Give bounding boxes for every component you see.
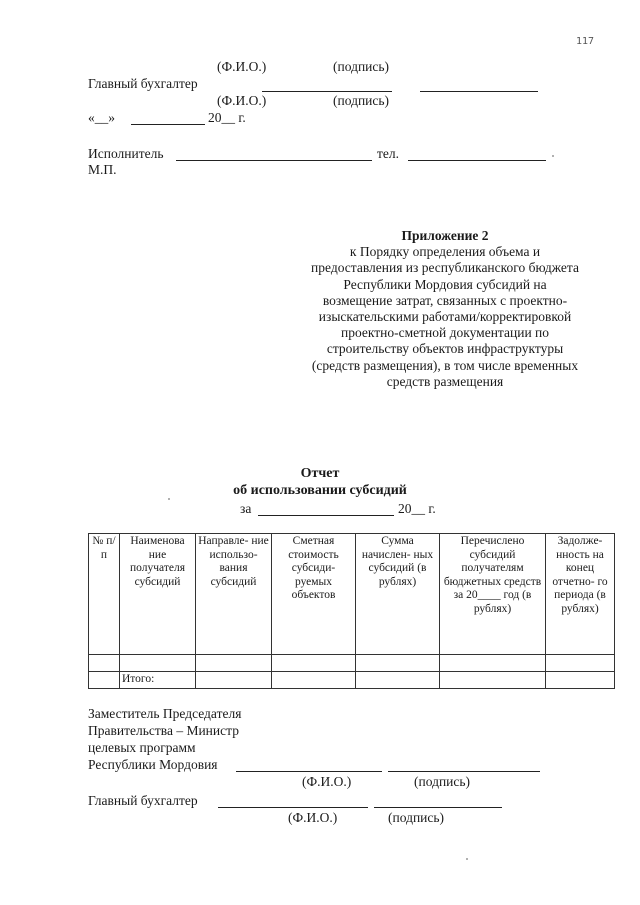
date-month-line [131, 124, 205, 125]
appendix-line: строительству объектов инфраструктуры [326, 341, 564, 357]
table-cell [356, 672, 440, 689]
phone-label: тел. [377, 146, 400, 161]
appendix-line: Республики Мордовия субсидий на [343, 276, 547, 292]
position-line: целевых программ [88, 740, 196, 755]
signature-line [388, 771, 540, 772]
date-year: 20__ г. [208, 110, 246, 125]
position-line: Заместитель Председателя [88, 706, 242, 721]
fio-caption: (Ф.И.О.) [302, 774, 352, 789]
table-cell [546, 672, 615, 689]
fio-caption: (Ф.И.О.) [217, 59, 267, 74]
table-cell [272, 672, 356, 689]
appendix-line: проектно-сметной документации по [340, 325, 550, 341]
table-cell [440, 672, 546, 689]
chief-accountant-label: Главный бухгалтер [88, 793, 198, 808]
period-prefix: за [240, 501, 252, 516]
page-number: 117 [576, 36, 595, 47]
position-line: Республики Мордовия [88, 757, 218, 772]
executor-label: Исполнитель [88, 146, 164, 161]
table-total-row [89, 672, 615, 689]
table-cell [356, 655, 440, 672]
period-year: 20__ г. [398, 501, 436, 516]
fio-line [218, 807, 368, 808]
scan-speck [466, 858, 468, 860]
table-cell [546, 655, 615, 672]
fio-caption: (Ф.И.О.) [288, 810, 338, 825]
table-cell [440, 655, 546, 672]
report-title: Отчет [300, 466, 340, 481]
executor-line [176, 160, 372, 161]
subsidy-report-table [88, 533, 615, 689]
appendix-block [270, 228, 620, 390]
appendix-line: (средств размещения), в том числе временных [311, 357, 579, 373]
fio-line [262, 91, 392, 92]
date-day: «__» [88, 110, 115, 125]
appendix-line: изыскательскими работами/корректировкой [318, 309, 572, 325]
total-label: Итого: [120, 672, 196, 689]
report-subtitle: об использовании субсидий [233, 483, 407, 498]
table-row [89, 655, 615, 672]
scan-speck [552, 155, 554, 157]
signature-caption: (подпись) [333, 59, 390, 74]
stamp-label: М.П. [88, 162, 117, 177]
fio-caption: (Ф.И.О.) [217, 93, 267, 108]
header-cell-estimated-cost: Сметная стоимость субсиди- руемых объектов [272, 534, 356, 655]
period-line [258, 515, 394, 516]
position-line: Правительства – Министр [88, 723, 239, 738]
table-cell [120, 655, 196, 672]
table-cell [89, 672, 120, 689]
appendix-line: предоставления из республиканского бюджета [311, 260, 579, 276]
header-cell-direction: Направле- ние использо- вания субсидий [196, 534, 272, 655]
signature-caption: (подпись) [388, 810, 445, 825]
signature-caption: (подпись) [333, 93, 390, 108]
table-header-row [89, 534, 615, 655]
table-cell [272, 655, 356, 672]
table-cell [196, 655, 272, 672]
scan-speck [168, 498, 170, 500]
phone-line [408, 160, 546, 161]
appendix-title: Приложение 2 [401, 228, 489, 243]
appendix-line: возмещение затрат, связанных с проектно- [322, 292, 568, 308]
signature-line [420, 91, 538, 92]
appendix-line: к Порядку определения объема и [349, 244, 541, 260]
header-cell-transferred: Перечислено субсидий получателям бюджетных средств за 20____ год (в рублях) [440, 534, 546, 655]
table-cell [89, 655, 120, 672]
header-cell-debt: Задолже- нность на конец отчетно- го периода (в рублях) [546, 534, 615, 655]
table-cell [196, 672, 272, 689]
header-cell-number: № п/п [89, 534, 120, 655]
chief-accountant-label: Главный бухгалтер [88, 76, 198, 91]
signature-caption: (подпись) [414, 774, 471, 789]
appendix-line: средств размещения [386, 373, 504, 389]
fio-line [236, 771, 382, 772]
signature-line [374, 807, 502, 808]
header-cell-recipient: Наименова ние получателя субсидий [120, 534, 196, 655]
header-cell-accrued-amount: Сумма начислен- ных субсидий (в рублях) [356, 534, 440, 655]
